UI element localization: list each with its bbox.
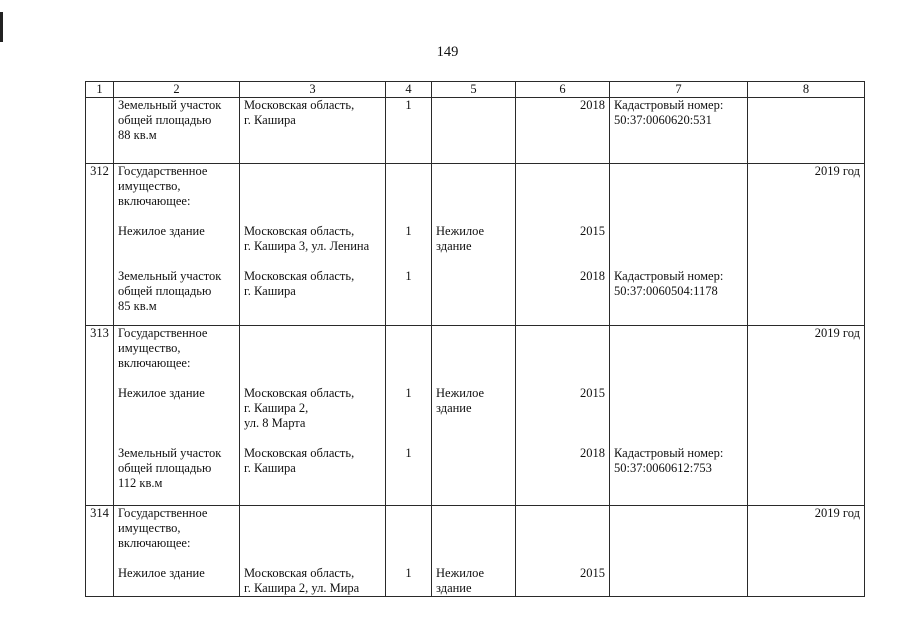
row-number: 314 [86,506,114,597]
quantity-cell [386,326,432,506]
column-header: 8 [748,82,865,98]
address: Московская область, г. Кашира [244,446,355,475]
object-name-cell [114,506,240,597]
row-number [86,98,114,164]
cadastral-note [614,224,743,269]
column-header: 5 [432,82,516,98]
object-name: Земельный участок общей площадью 112 кв.м [118,446,222,490]
plan-cell: 2019 год [748,506,865,597]
address-cell [240,326,386,506]
quantity: 1 [405,98,412,112]
group-label: Государственное имущество, включающее: [118,164,208,208]
object-name: Земельный участок общей площадью 88 кв.м [118,98,222,142]
cadastral-note: Кадастровый номер: 50:37:0060504:1178 [614,269,724,298]
plan-cell: 2019 год [748,164,865,326]
year: 2015 [580,386,605,400]
note-cell [610,506,748,597]
column-header: 6 [516,82,610,98]
cadastral-note [614,386,743,446]
object-name-cell [114,164,240,326]
table-row [86,98,865,164]
year-cell [516,98,610,164]
address: Московская область, г. Кашира 2, ул. Мира [244,566,360,595]
quantity-cell [386,164,432,326]
address: Московская область, г. Кашира 3, ул. Ленина [244,224,370,253]
scan-edge-mark [0,12,3,42]
table-row [86,506,865,597]
column-number-row [86,82,865,98]
object-name-cell [114,98,240,164]
column-header: 3 [240,82,386,98]
quantity: 1 [405,269,412,283]
plan-cell: 2019 год [748,326,865,506]
group-label: Государственное имущество, включающее: [118,506,208,550]
row-number: 313 [86,326,114,506]
table-row [86,164,865,326]
object-name: Нежилое здание [118,566,205,580]
address: Московская область, г. Кашира [244,98,355,127]
page-number: 149 [436,44,459,60]
row-number: 312 [86,164,114,326]
object-type-cell [432,98,516,164]
address: Московская область, г. Кашира [244,269,355,298]
quantity: 1 [405,446,412,460]
address: Московская область, г. Кашира 2, ул. 8 Марта [244,386,355,430]
note-cell [610,326,748,506]
column-header: 1 [86,82,114,98]
object-type-cell [432,506,516,597]
column-header: 2 [114,82,240,98]
object-name: Земельный участок общей площадью 85 кв.м [118,269,222,313]
quantity-cell [386,98,432,164]
address-cell [240,506,386,597]
year: 2015 [580,566,605,580]
column-header: 4 [386,82,432,98]
note-cell [610,98,748,164]
quantity: 1 [405,386,412,400]
year: 2018 [580,269,605,283]
cadastral-note: Кадастровый номер: 50:37:0060612:753 [614,446,724,475]
year: 2015 [580,224,605,238]
object-name: Нежилое здание [118,224,205,238]
object-type: Нежилое здание [436,386,485,415]
quantity-cell [386,506,432,597]
group-label: Государственное имущество, включающее: [118,326,208,370]
object-type: Нежилое здание [436,566,485,595]
plan-cell [748,98,865,164]
address-cell [240,98,386,164]
address-cell [240,164,386,326]
table-row [86,326,865,506]
property-registry-table [85,81,865,597]
year-cell [516,164,610,326]
quantity: 1 [405,224,412,238]
quantity: 1 [405,566,412,580]
year-cell [516,326,610,506]
note-cell [610,164,748,326]
object-name-cell [114,326,240,506]
object-type-cell [432,164,516,326]
cadastral-note: Кадастровый номер: 50:37:0060620:531 [614,98,724,127]
object-name: Нежилое здание [118,386,205,400]
object-type-cell [432,326,516,506]
year-cell [516,506,610,597]
column-header: 7 [610,82,748,98]
year: 2018 [580,446,605,460]
object-type: Нежилое здание [436,224,485,253]
year: 2018 [580,98,605,112]
